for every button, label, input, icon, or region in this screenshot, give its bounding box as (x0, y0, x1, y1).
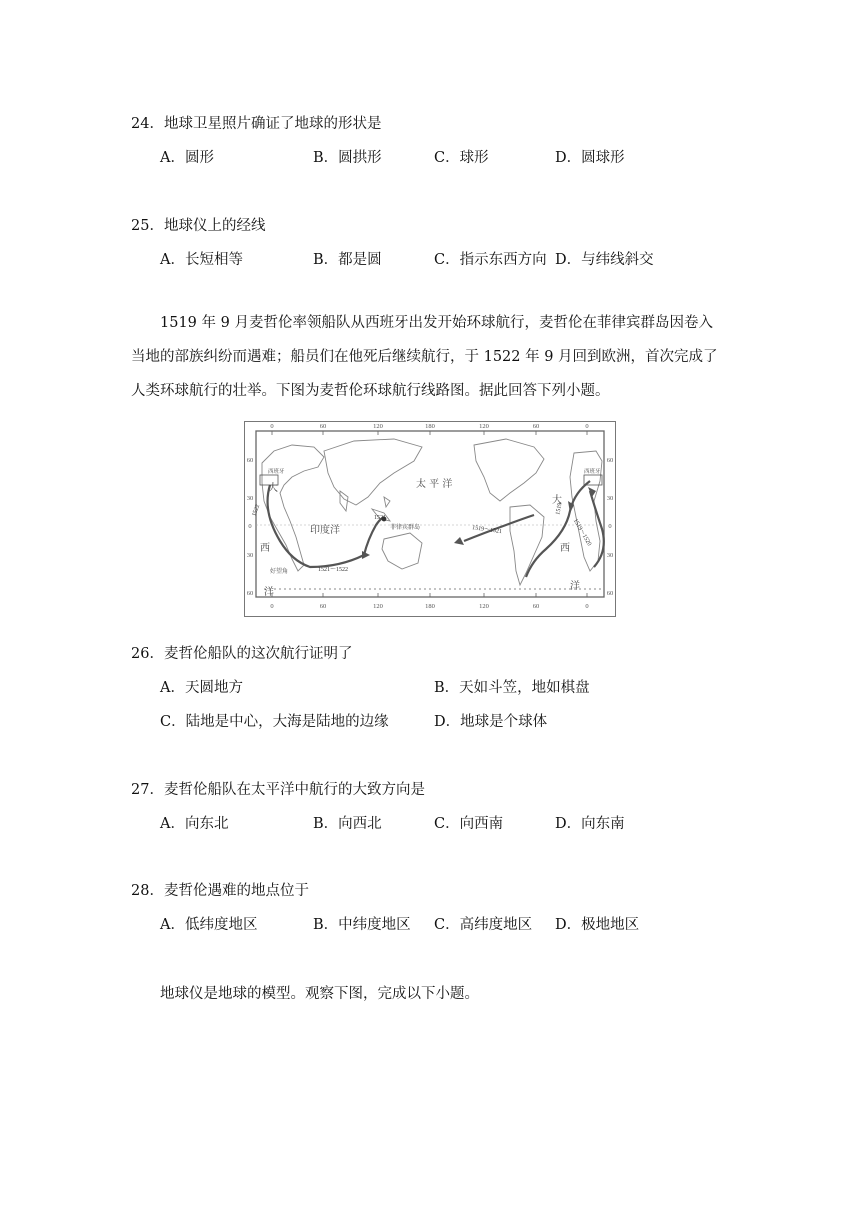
passage-line-2: 当地的部族纠纷而遇难；船员们在他死后继续航行，于 1522 年 9 月回到欧洲，首次完成了 (131, 349, 718, 365)
map-top-lon-3: 180 (425, 423, 435, 430)
label-year-1519: 1519 (555, 502, 564, 516)
map-top-lon-6: 0 (585, 423, 589, 430)
map-bottom-lon-3: 180 (425, 603, 435, 610)
map-right-lat-1: 30 (606, 495, 614, 502)
label-cape: 好望角 (270, 568, 289, 575)
map-bottom-lon-4: 120 (479, 603, 489, 610)
label-atlantic-left-1: 大 (268, 483, 278, 494)
q26-option-a: A．天圆地方 (160, 680, 243, 696)
map-left-lat-1: 30 (246, 495, 254, 502)
q27-option-c: C．向西南 (434, 816, 504, 832)
question-27-stem: 27．麦哲伦船队在太平洋中航行的大致方向是 (131, 782, 425, 798)
map-left-lat-4: 60 (246, 590, 254, 597)
q25-option-b: B．都是圆 (313, 252, 382, 268)
q25-option-d: D．与纬线斜交 (555, 252, 654, 268)
q27-option-d: D．向东南 (555, 816, 625, 832)
map-bottom-lon-0: 0 (270, 603, 274, 610)
question-24-stem: 24．地球卫星照片确证了地球的形状是 (131, 116, 382, 132)
q27-option-b: B．向西北 (313, 816, 382, 832)
map-bottom-lon-1: 60 (319, 603, 327, 610)
magellan-route-map (244, 421, 616, 617)
map-top-lon-0: 0 (270, 423, 274, 430)
map-left-lat-0: 60 (246, 457, 254, 464)
map-top-lon-4: 120 (479, 423, 489, 430)
q27-option-a: A．向东北 (160, 816, 229, 832)
passage-line-1: 1519 年 9 月麦哲伦率领船队从西班牙出发开始环球航行，麦哲伦在菲律宾群岛因卷入 (160, 315, 713, 331)
question-25-stem: 25．地球仪上的经线 (131, 218, 266, 234)
label-spain-right: 西班牙 (584, 469, 601, 475)
label-year-1519-1520: 1519～1520 (571, 518, 592, 548)
question-28-stem: 28．麦哲伦遇难的地点位于 (131, 883, 309, 899)
passage-line-3: 人类环球航行的壮举。下图为麦哲伦环球航行线路图。据此回答下列小题。 (131, 383, 610, 399)
passage-magellan (131, 306, 731, 408)
map-right-lat-0: 60 (606, 457, 614, 464)
label-atlantic-right-1: 大 (552, 495, 562, 506)
label-atlantic-right-3: 洋 (570, 581, 580, 592)
label-indian-ocean: 印度洋 (310, 525, 340, 536)
label-atlantic-left-3: 洋 (264, 587, 274, 598)
q28-option-d: D．极地地区 (555, 917, 640, 933)
q26-option-d: D．地球是个球体 (434, 714, 548, 730)
q24-option-c: C．球形 (434, 150, 489, 166)
q24-option-d: D．圆球形 (555, 150, 625, 166)
map-right-lat-3: 30 (606, 552, 614, 559)
q24-option-b: B．圆拱形 (313, 150, 382, 166)
label-atlantic-left-2: 西 (260, 543, 270, 554)
label-year-1519-1521: 1519～1521 (471, 525, 503, 536)
map-top-lon-1: 60 (319, 423, 327, 430)
map-left-lat-2: 0 (248, 523, 252, 530)
q28-option-a: A．低纬度地区 (160, 917, 258, 933)
map-bottom-lon-5: 60 (532, 603, 540, 610)
map-right-lat-4: 60 (606, 590, 614, 597)
label-philippines: 菲律宾群岛 (390, 524, 421, 531)
question-26-stem: 26．麦哲伦船队的这次航行证明了 (131, 646, 353, 662)
map-right-lat-2: 0 (608, 523, 612, 530)
q26-option-c: C．陆地是中心，大海是陆地的边缘 (160, 714, 389, 730)
label-pacific-ocean: 太 平 洋 (416, 479, 453, 490)
map-left-lat-3: 30 (246, 552, 254, 559)
map-bottom-lon-2: 120 (373, 603, 383, 610)
map-bottom-lon-6: 0 (585, 603, 589, 610)
map-top-lon-2: 120 (373, 423, 383, 430)
passage-globe: 地球仪是地球的模型。观察下图，完成以下小题。 (160, 986, 479, 1002)
q25-option-c: C．指示东西方向 (434, 252, 547, 268)
q24-option-a: A．圆形 (160, 150, 214, 166)
q28-option-c: C．高纬度地区 (434, 917, 533, 933)
label-year-1521-1522: 1521～1522 (318, 567, 349, 573)
q25-option-a: A．长短相等 (160, 252, 243, 268)
map-top-lon-5: 60 (532, 423, 540, 430)
q28-option-b: B．中纬度地区 (313, 917, 411, 933)
label-year-1521: 1521 (374, 515, 386, 521)
label-year-1522: 1522 (251, 503, 262, 518)
label-atlantic-right-2: 西 (560, 543, 570, 554)
q26-option-b: B．天如斗笠，地如棋盘 (434, 680, 590, 696)
label-spain-left: 西班牙 (268, 469, 285, 475)
